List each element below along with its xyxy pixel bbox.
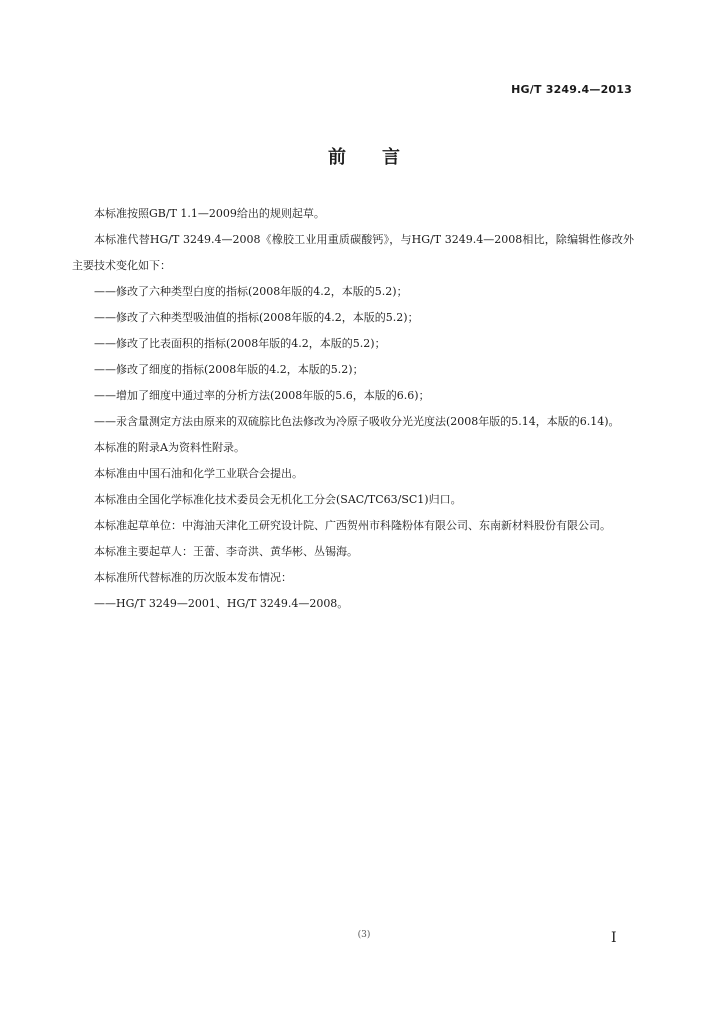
change-item: ——修改了六种类型吸油值的指标(2008年版的4.2，本版的5.2)；	[94, 311, 419, 324]
paragraph: 本标准代替HG/T 3249.4—2008《橡胶工业用重质碳酸钙》，与HG/T 3249.4—2008相比，除编辑性修改外主要技术变化如下：	[72, 233, 634, 272]
standard-code: HG/T 3249.4—2013	[511, 83, 632, 96]
change-item: ——修改了比表面积的指标(2008年版的4.2，本版的5.2)；	[94, 337, 386, 350]
paragraph: 本标准由全国化学标准化技术委员会无机化工分会(SAC/TC63/SC1)归口。	[94, 493, 462, 506]
paragraph: 本标准的附录A为资料性附录。	[94, 441, 245, 454]
page-title: 前言	[328, 147, 436, 168]
change-item: ——汞含量测定方法由原来的双硫腙比色法修改为冷原子吸收分光光度法(2008年版的5.14，本版的6.14)。	[94, 415, 620, 428]
footer-mark: (3)	[357, 930, 371, 940]
page-number: I	[611, 930, 617, 946]
change-item: ——修改了六种类型白度的指标(2008年版的4.2，本版的5.2)；	[94, 285, 408, 298]
paragraph: 本标准所代替标准的历次版本发布情况：	[94, 571, 292, 584]
paragraph: ——HG/T 3249—2001、HG/T 3249.4—2008。	[94, 597, 349, 610]
paragraph: 本标准按照GB/T 1.1—2009给出的规则起草。	[94, 207, 325, 220]
paragraph: 本标准起草单位：中海油天津化工研究设计院、广西贺州市科隆粉体有限公司、东南新材料股份有限公司。	[94, 519, 611, 532]
paragraph: 本标准主要起草人：王蕾、李奇洪、黄华彬、丛锡海。	[94, 545, 358, 558]
foreword-body	[72, 201, 634, 617]
paragraph: 本标准由中国石油和化学工业联合会提出。	[94, 467, 303, 480]
change-item: ——修改了细度的指标(2008年版的4.2，本版的5.2)；	[94, 363, 364, 376]
change-item: ——增加了细度中通过率的分析方法(2008年版的5.6，本版的6.6)；	[94, 389, 430, 402]
